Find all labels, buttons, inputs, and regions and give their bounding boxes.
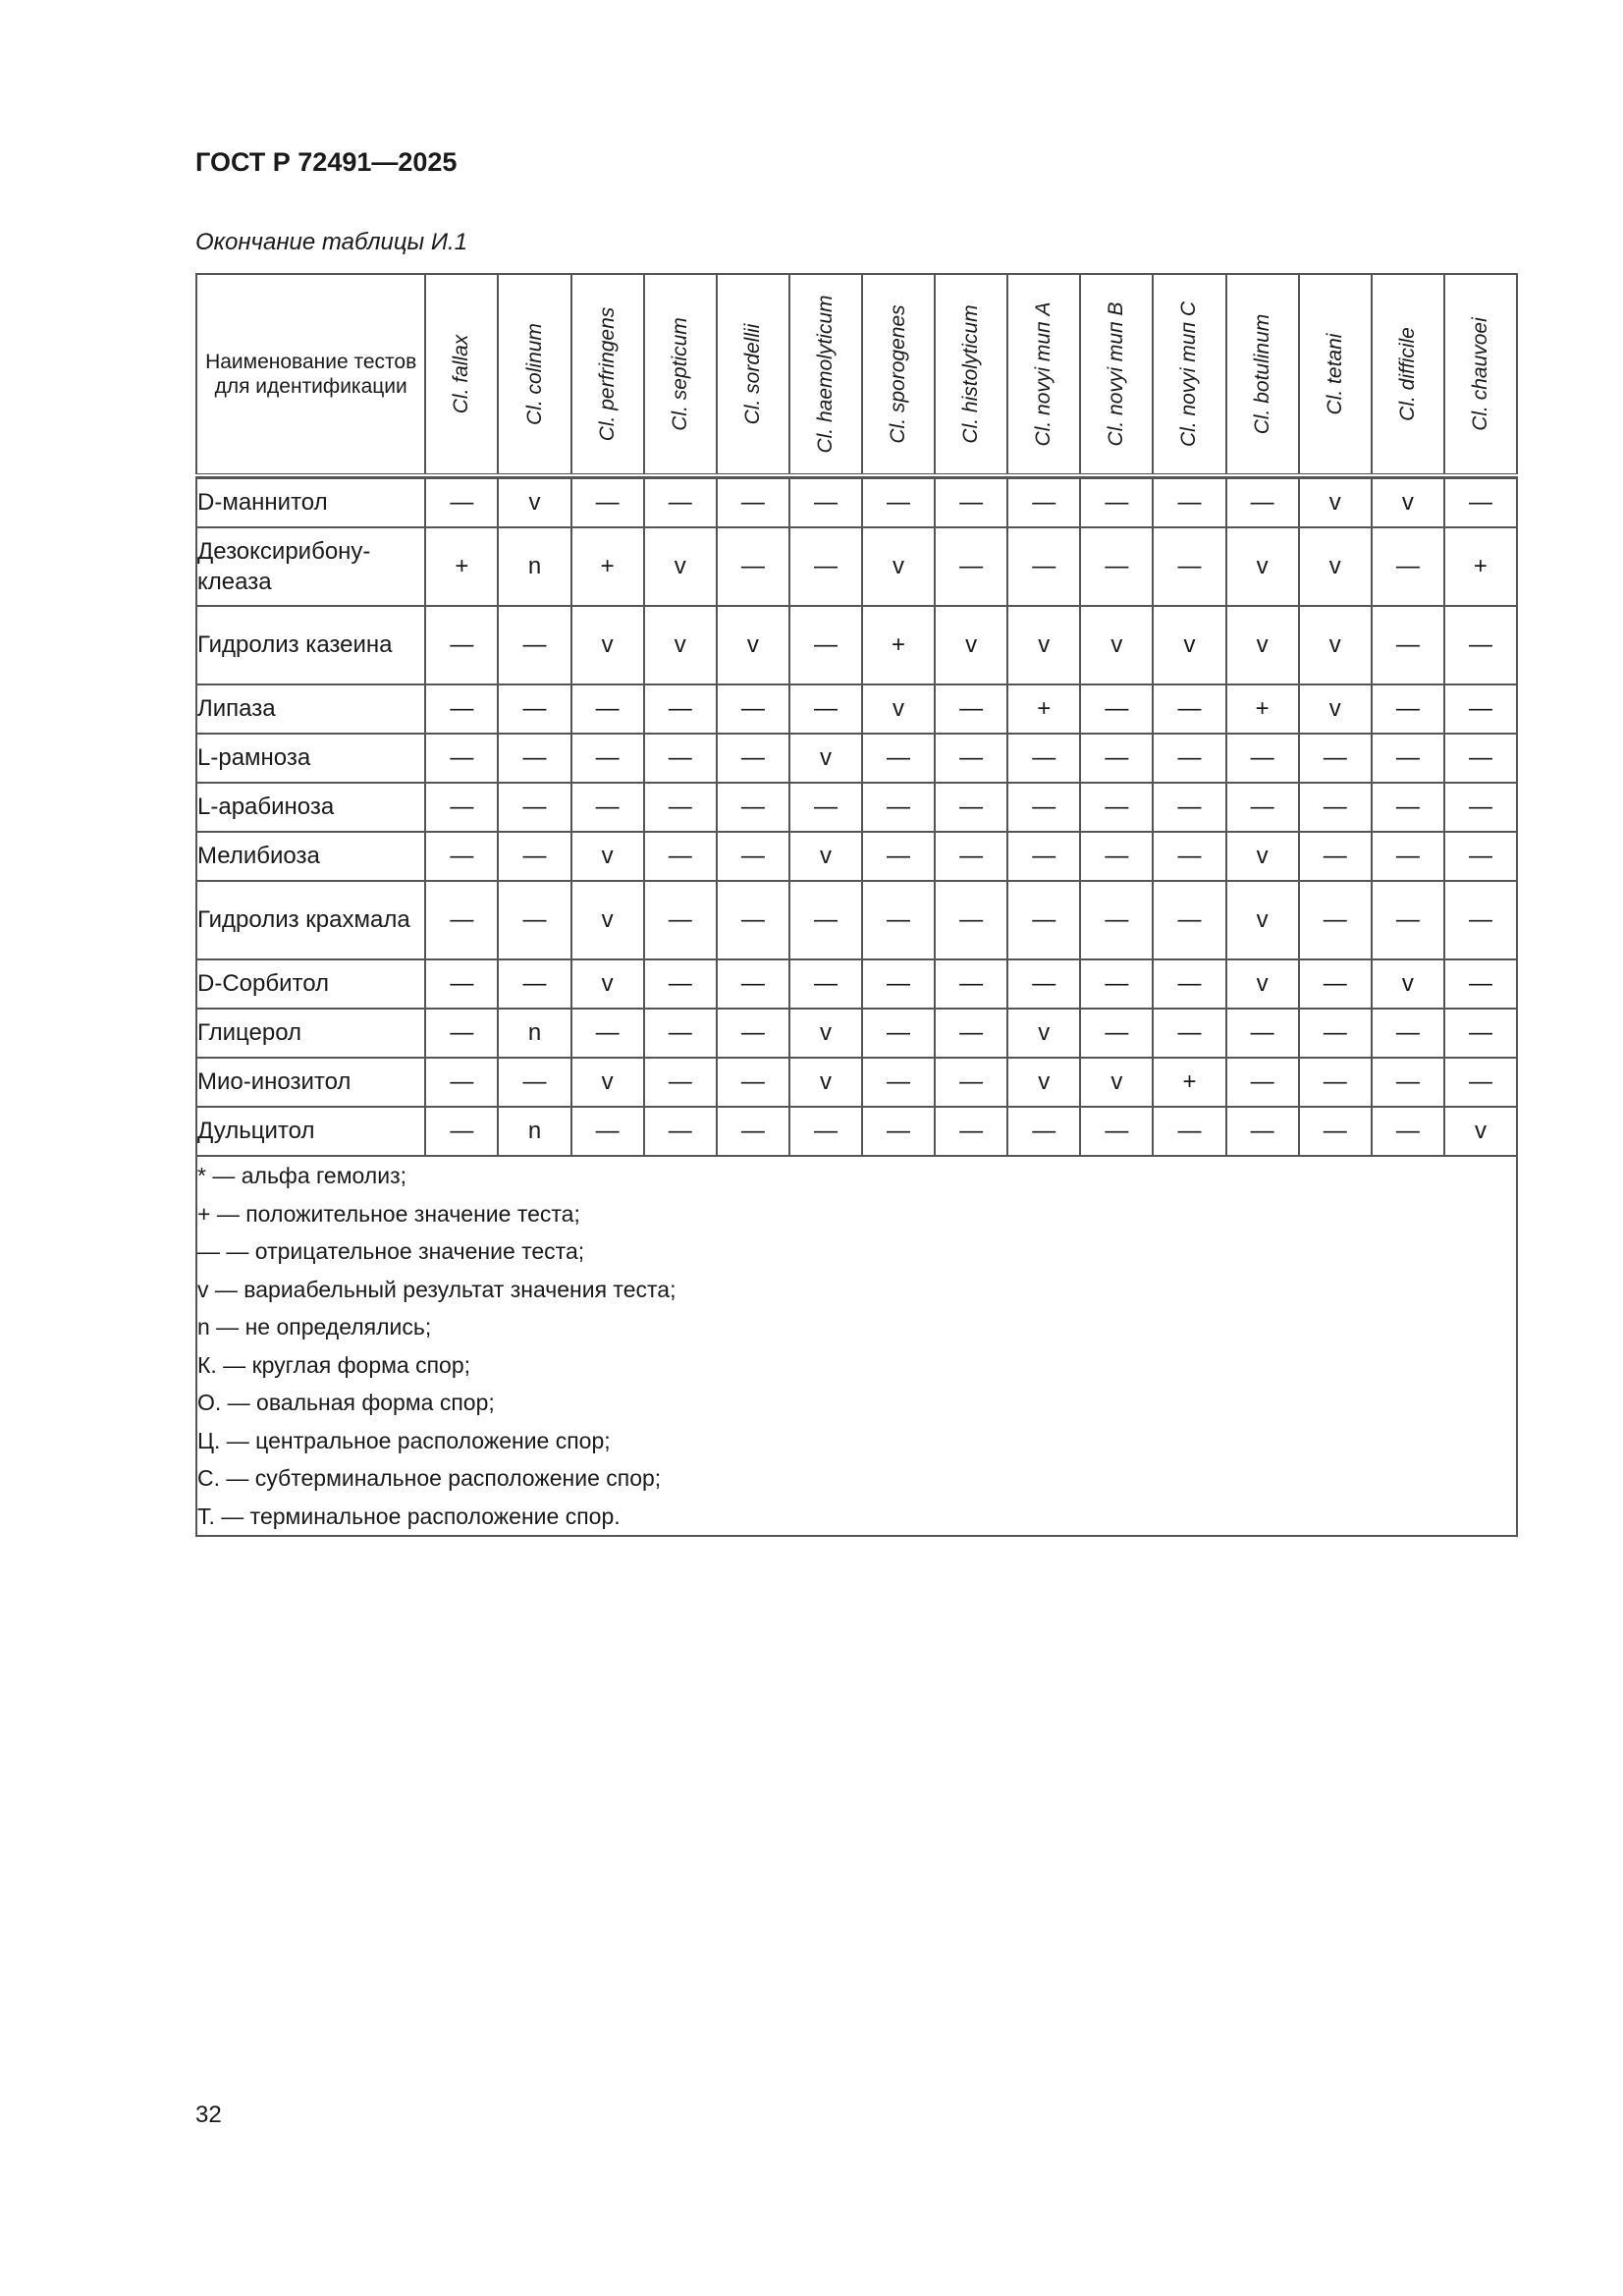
result-cell: — bbox=[935, 478, 1007, 527]
result-cell: — bbox=[1299, 959, 1372, 1009]
result-cell: — bbox=[1372, 1058, 1444, 1107]
result-cell: — bbox=[1444, 1058, 1517, 1107]
test-name-cell: Глицерол bbox=[196, 1009, 425, 1058]
document-header: ГОСТ Р 72491—2025 bbox=[195, 147, 458, 177]
result-cell: — bbox=[1080, 527, 1153, 606]
result-cell: — bbox=[498, 783, 570, 832]
table-row bbox=[196, 478, 1517, 527]
result-cell: — bbox=[1007, 478, 1080, 527]
result-cell: v bbox=[1007, 1058, 1080, 1107]
result-cell: — bbox=[935, 832, 1007, 881]
result-cell: v bbox=[1226, 527, 1299, 606]
column-header: Cl. colinum bbox=[498, 274, 570, 475]
result-cell: v bbox=[571, 606, 644, 684]
legend-item: n — не определялись; bbox=[197, 1314, 432, 1339]
result-cell: v bbox=[1226, 959, 1299, 1009]
test-name-cell: L-рамноза bbox=[196, 734, 425, 783]
result-cell: — bbox=[425, 832, 498, 881]
result-cell: — bbox=[1444, 1009, 1517, 1058]
table-legend bbox=[196, 1156, 1517, 1536]
result-cell: — bbox=[425, 1107, 498, 1156]
result-cell: — bbox=[789, 959, 862, 1009]
column-header: Cl. novyi тип B bbox=[1080, 274, 1153, 475]
result-cell: — bbox=[1226, 1009, 1299, 1058]
result-cell: + bbox=[425, 527, 498, 606]
result-cell: — bbox=[425, 606, 498, 684]
result-cell: — bbox=[425, 783, 498, 832]
result-cell: — bbox=[644, 1107, 717, 1156]
result-cell: — bbox=[935, 783, 1007, 832]
result-cell: — bbox=[1080, 1107, 1153, 1156]
test-name-cell: D-Сорбитол bbox=[196, 959, 425, 1009]
result-cell: — bbox=[1153, 1009, 1225, 1058]
result-cell: — bbox=[1299, 1009, 1372, 1058]
test-name-cell: Липаза bbox=[196, 684, 425, 734]
result-cell: — bbox=[498, 606, 570, 684]
result-cell: — bbox=[1153, 684, 1225, 734]
result-cell: — bbox=[644, 959, 717, 1009]
result-cell: — bbox=[862, 734, 935, 783]
result-cell: — bbox=[789, 527, 862, 606]
result-cell: — bbox=[1372, 606, 1444, 684]
column-header: Cl. novyi тип C bbox=[1153, 274, 1225, 475]
result-cell: n bbox=[498, 1009, 570, 1058]
result-cell: — bbox=[862, 1107, 935, 1156]
result-cell: — bbox=[644, 783, 717, 832]
result-cell: — bbox=[498, 881, 570, 959]
test-name-cell: L-арабиноза bbox=[196, 783, 425, 832]
result-cell: — bbox=[862, 832, 935, 881]
result-cell: — bbox=[498, 734, 570, 783]
identification-table bbox=[195, 273, 1518, 1537]
result-cell: v bbox=[789, 1009, 862, 1058]
result-cell: v bbox=[1372, 959, 1444, 1009]
result-cell: — bbox=[862, 959, 935, 1009]
column-header: Cl. perfringens bbox=[571, 274, 644, 475]
test-name-cell: Гидролиз казеина bbox=[196, 606, 425, 684]
result-cell: — bbox=[571, 734, 644, 783]
result-cell: + bbox=[862, 606, 935, 684]
result-cell: v bbox=[1299, 684, 1372, 734]
column-header: Cl. fallax bbox=[425, 274, 498, 475]
result-cell: — bbox=[1080, 684, 1153, 734]
legend-item: Ц. — центральное расположение спор; bbox=[197, 1427, 611, 1453]
result-cell: — bbox=[717, 1058, 789, 1107]
result-cell: — bbox=[1153, 881, 1225, 959]
result-cell: — bbox=[1007, 1107, 1080, 1156]
result-cell: — bbox=[1299, 832, 1372, 881]
test-name-cell: Мио-инозитол bbox=[196, 1058, 425, 1107]
result-cell: — bbox=[862, 1009, 935, 1058]
result-cell: — bbox=[862, 1058, 935, 1107]
result-cell: — bbox=[571, 783, 644, 832]
result-cell: — bbox=[498, 959, 570, 1009]
result-cell: — bbox=[789, 606, 862, 684]
table-row bbox=[196, 1107, 1517, 1156]
legend-item: v — вариабельный результат значения теста; bbox=[197, 1276, 676, 1302]
result-cell: — bbox=[1226, 734, 1299, 783]
result-cell: — bbox=[1080, 783, 1153, 832]
result-cell: — bbox=[1444, 783, 1517, 832]
result-cell: — bbox=[1007, 734, 1080, 783]
result-cell: — bbox=[644, 1009, 717, 1058]
result-cell: — bbox=[1372, 527, 1444, 606]
result-cell: v bbox=[789, 832, 862, 881]
result-cell: — bbox=[1007, 881, 1080, 959]
column-header: Cl. difficile bbox=[1372, 274, 1444, 475]
result-cell: — bbox=[935, 881, 1007, 959]
result-cell: — bbox=[425, 1009, 498, 1058]
result-cell: + bbox=[571, 527, 644, 606]
table-caption: Окончание таблицы И.1 bbox=[195, 229, 468, 255]
result-cell: — bbox=[717, 478, 789, 527]
result-cell: — bbox=[862, 881, 935, 959]
result-cell: — bbox=[1372, 881, 1444, 959]
result-cell: v bbox=[1080, 1058, 1153, 1107]
result-cell: n bbox=[498, 527, 570, 606]
table-row bbox=[196, 832, 1517, 881]
result-cell: v bbox=[1226, 606, 1299, 684]
result-cell: — bbox=[1372, 783, 1444, 832]
column-header: Cl. haemolyticum bbox=[789, 274, 862, 475]
result-cell: — bbox=[1299, 1107, 1372, 1156]
result-cell: — bbox=[1372, 832, 1444, 881]
column-header: Cl. botulinum bbox=[1226, 274, 1299, 475]
result-cell: — bbox=[644, 478, 717, 527]
result-cell: + bbox=[1007, 684, 1080, 734]
result-cell: — bbox=[571, 478, 644, 527]
result-cell: v bbox=[571, 832, 644, 881]
result-cell: — bbox=[644, 684, 717, 734]
result-cell: — bbox=[717, 684, 789, 734]
result-cell: — bbox=[789, 783, 862, 832]
result-cell: v bbox=[935, 606, 1007, 684]
table-row bbox=[196, 606, 1517, 684]
result-cell: — bbox=[1372, 1107, 1444, 1156]
result-cell: — bbox=[935, 1009, 1007, 1058]
table-row bbox=[196, 783, 1517, 832]
table-header-row bbox=[196, 274, 1517, 475]
result-cell: — bbox=[644, 881, 717, 959]
result-cell: — bbox=[1444, 881, 1517, 959]
result-cell: — bbox=[1080, 734, 1153, 783]
result-cell: v bbox=[1226, 832, 1299, 881]
table-row bbox=[196, 527, 1517, 606]
test-name-cell: Дульцитол bbox=[196, 1107, 425, 1156]
name-column-header: Наименование тестов для идентификации bbox=[196, 274, 425, 475]
result-cell: — bbox=[1080, 1009, 1153, 1058]
result-cell: — bbox=[789, 1107, 862, 1156]
table-row bbox=[196, 1009, 1517, 1058]
table-row bbox=[196, 734, 1517, 783]
result-cell: — bbox=[717, 527, 789, 606]
result-cell: — bbox=[935, 1058, 1007, 1107]
result-cell: — bbox=[498, 684, 570, 734]
test-name-cell: D-маннитол bbox=[196, 478, 425, 527]
legend-item: К. — круглая форма спор; bbox=[197, 1351, 471, 1378]
result-cell: — bbox=[1299, 734, 1372, 783]
result-cell: — bbox=[935, 527, 1007, 606]
result-cell: — bbox=[1372, 1009, 1444, 1058]
result-cell: v bbox=[1444, 1107, 1517, 1156]
test-name-cell: Мелибиоза bbox=[196, 832, 425, 881]
result-cell: v bbox=[1299, 527, 1372, 606]
legend-item: О. — овальная форма спор; bbox=[197, 1390, 495, 1415]
result-cell: — bbox=[789, 881, 862, 959]
result-cell: v bbox=[862, 527, 935, 606]
result-cell: — bbox=[789, 478, 862, 527]
result-cell: — bbox=[425, 478, 498, 527]
result-cell: v bbox=[717, 606, 789, 684]
result-cell: — bbox=[1299, 1058, 1372, 1107]
result-cell: — bbox=[571, 684, 644, 734]
result-cell: v bbox=[1226, 881, 1299, 959]
result-cell: — bbox=[717, 1009, 789, 1058]
result-cell: v bbox=[644, 606, 717, 684]
result-cell: — bbox=[644, 832, 717, 881]
result-cell: — bbox=[1153, 478, 1225, 527]
column-header: Cl. chauvoei bbox=[1444, 274, 1517, 475]
column-header: Cl. sordellii bbox=[717, 274, 789, 475]
result-cell: — bbox=[644, 734, 717, 783]
result-cell: — bbox=[1444, 478, 1517, 527]
result-cell: — bbox=[1007, 959, 1080, 1009]
result-cell: — bbox=[1080, 478, 1153, 527]
result-cell: — bbox=[1372, 734, 1444, 783]
result-cell: — bbox=[717, 734, 789, 783]
result-cell: v bbox=[789, 734, 862, 783]
legend-item: С. — субтерминальное расположение спор; bbox=[197, 1465, 662, 1491]
result-cell: — bbox=[717, 1107, 789, 1156]
result-cell: — bbox=[1153, 527, 1225, 606]
table-row bbox=[196, 684, 1517, 734]
result-cell: — bbox=[1444, 734, 1517, 783]
column-header: Cl. tetani bbox=[1299, 274, 1372, 475]
result-cell: v bbox=[571, 1058, 644, 1107]
result-cell: — bbox=[1444, 832, 1517, 881]
column-header: Cl. sporogenes bbox=[862, 274, 935, 475]
result-cell: — bbox=[1444, 606, 1517, 684]
result-cell: — bbox=[1372, 684, 1444, 734]
result-cell: — bbox=[935, 734, 1007, 783]
result-cell: — bbox=[425, 959, 498, 1009]
result-cell: — bbox=[1299, 783, 1372, 832]
legend-item: — — отрицательное значение теста; bbox=[197, 1238, 585, 1264]
result-cell: — bbox=[862, 783, 935, 832]
result-cell: — bbox=[1444, 684, 1517, 734]
result-cell: + bbox=[1444, 527, 1517, 606]
test-name-cell: Гидролиз крахмала bbox=[196, 881, 425, 959]
result-cell: — bbox=[862, 478, 935, 527]
result-cell: — bbox=[1080, 959, 1153, 1009]
result-cell: — bbox=[498, 832, 570, 881]
page-number: 32 bbox=[195, 2102, 222, 2128]
column-header: Cl. histolyticum bbox=[935, 274, 1007, 475]
column-header: Cl. septicum bbox=[644, 274, 717, 475]
result-cell: — bbox=[1007, 527, 1080, 606]
result-cell: — bbox=[1226, 478, 1299, 527]
table-row bbox=[196, 959, 1517, 1009]
result-cell: — bbox=[1153, 783, 1225, 832]
result-cell: — bbox=[935, 959, 1007, 1009]
result-cell: v bbox=[1299, 478, 1372, 527]
result-cell: — bbox=[498, 1058, 570, 1107]
result-cell: + bbox=[1153, 1058, 1225, 1107]
result-cell: v bbox=[1153, 606, 1225, 684]
result-cell: — bbox=[425, 684, 498, 734]
table-body bbox=[196, 475, 1517, 1156]
result-cell: — bbox=[1153, 1107, 1225, 1156]
result-cell: — bbox=[717, 959, 789, 1009]
result-cell: — bbox=[1153, 832, 1225, 881]
result-cell: — bbox=[935, 1107, 1007, 1156]
table-row bbox=[196, 1058, 1517, 1107]
result-cell: — bbox=[1153, 734, 1225, 783]
result-cell: — bbox=[571, 1107, 644, 1156]
result-cell: + bbox=[1226, 684, 1299, 734]
test-name-cell: Дезоксирибону-клеаза bbox=[196, 527, 425, 606]
legend-row bbox=[196, 1156, 1517, 1536]
result-cell: — bbox=[425, 734, 498, 783]
result-cell: — bbox=[1226, 1107, 1299, 1156]
legend-item: + — положительное значение теста; bbox=[197, 1200, 580, 1227]
result-cell: v bbox=[1372, 478, 1444, 527]
result-cell: v bbox=[1080, 606, 1153, 684]
result-cell: — bbox=[1007, 783, 1080, 832]
result-cell: v bbox=[571, 959, 644, 1009]
legend-item: * — альфа гемолиз; bbox=[197, 1163, 407, 1188]
result-cell: n bbox=[498, 1107, 570, 1156]
result-cell: — bbox=[1444, 959, 1517, 1009]
result-cell: — bbox=[1080, 881, 1153, 959]
result-cell: — bbox=[425, 1058, 498, 1107]
result-cell: — bbox=[1226, 783, 1299, 832]
result-cell: — bbox=[717, 881, 789, 959]
result-cell: v bbox=[1007, 1009, 1080, 1058]
column-header: Cl. novyi тип A bbox=[1007, 274, 1080, 475]
result-cell: — bbox=[425, 881, 498, 959]
result-cell: — bbox=[571, 1009, 644, 1058]
table-row bbox=[196, 881, 1517, 959]
result-cell: — bbox=[644, 1058, 717, 1107]
result-cell: v bbox=[1007, 606, 1080, 684]
result-cell: — bbox=[1153, 959, 1225, 1009]
result-cell: — bbox=[1007, 832, 1080, 881]
result-cell: — bbox=[789, 684, 862, 734]
result-cell: v bbox=[571, 881, 644, 959]
result-cell: — bbox=[1226, 1058, 1299, 1107]
legend-item: Т. — терминальное расположение спор. bbox=[197, 1503, 621, 1529]
result-cell: v bbox=[498, 478, 570, 527]
result-cell: v bbox=[789, 1058, 862, 1107]
result-cell: — bbox=[1299, 881, 1372, 959]
result-cell: v bbox=[1299, 606, 1372, 684]
result-cell: v bbox=[862, 684, 935, 734]
result-cell: — bbox=[935, 684, 1007, 734]
result-cell: v bbox=[644, 527, 717, 606]
result-cell: — bbox=[717, 783, 789, 832]
result-cell: — bbox=[1080, 832, 1153, 881]
result-cell: — bbox=[717, 832, 789, 881]
